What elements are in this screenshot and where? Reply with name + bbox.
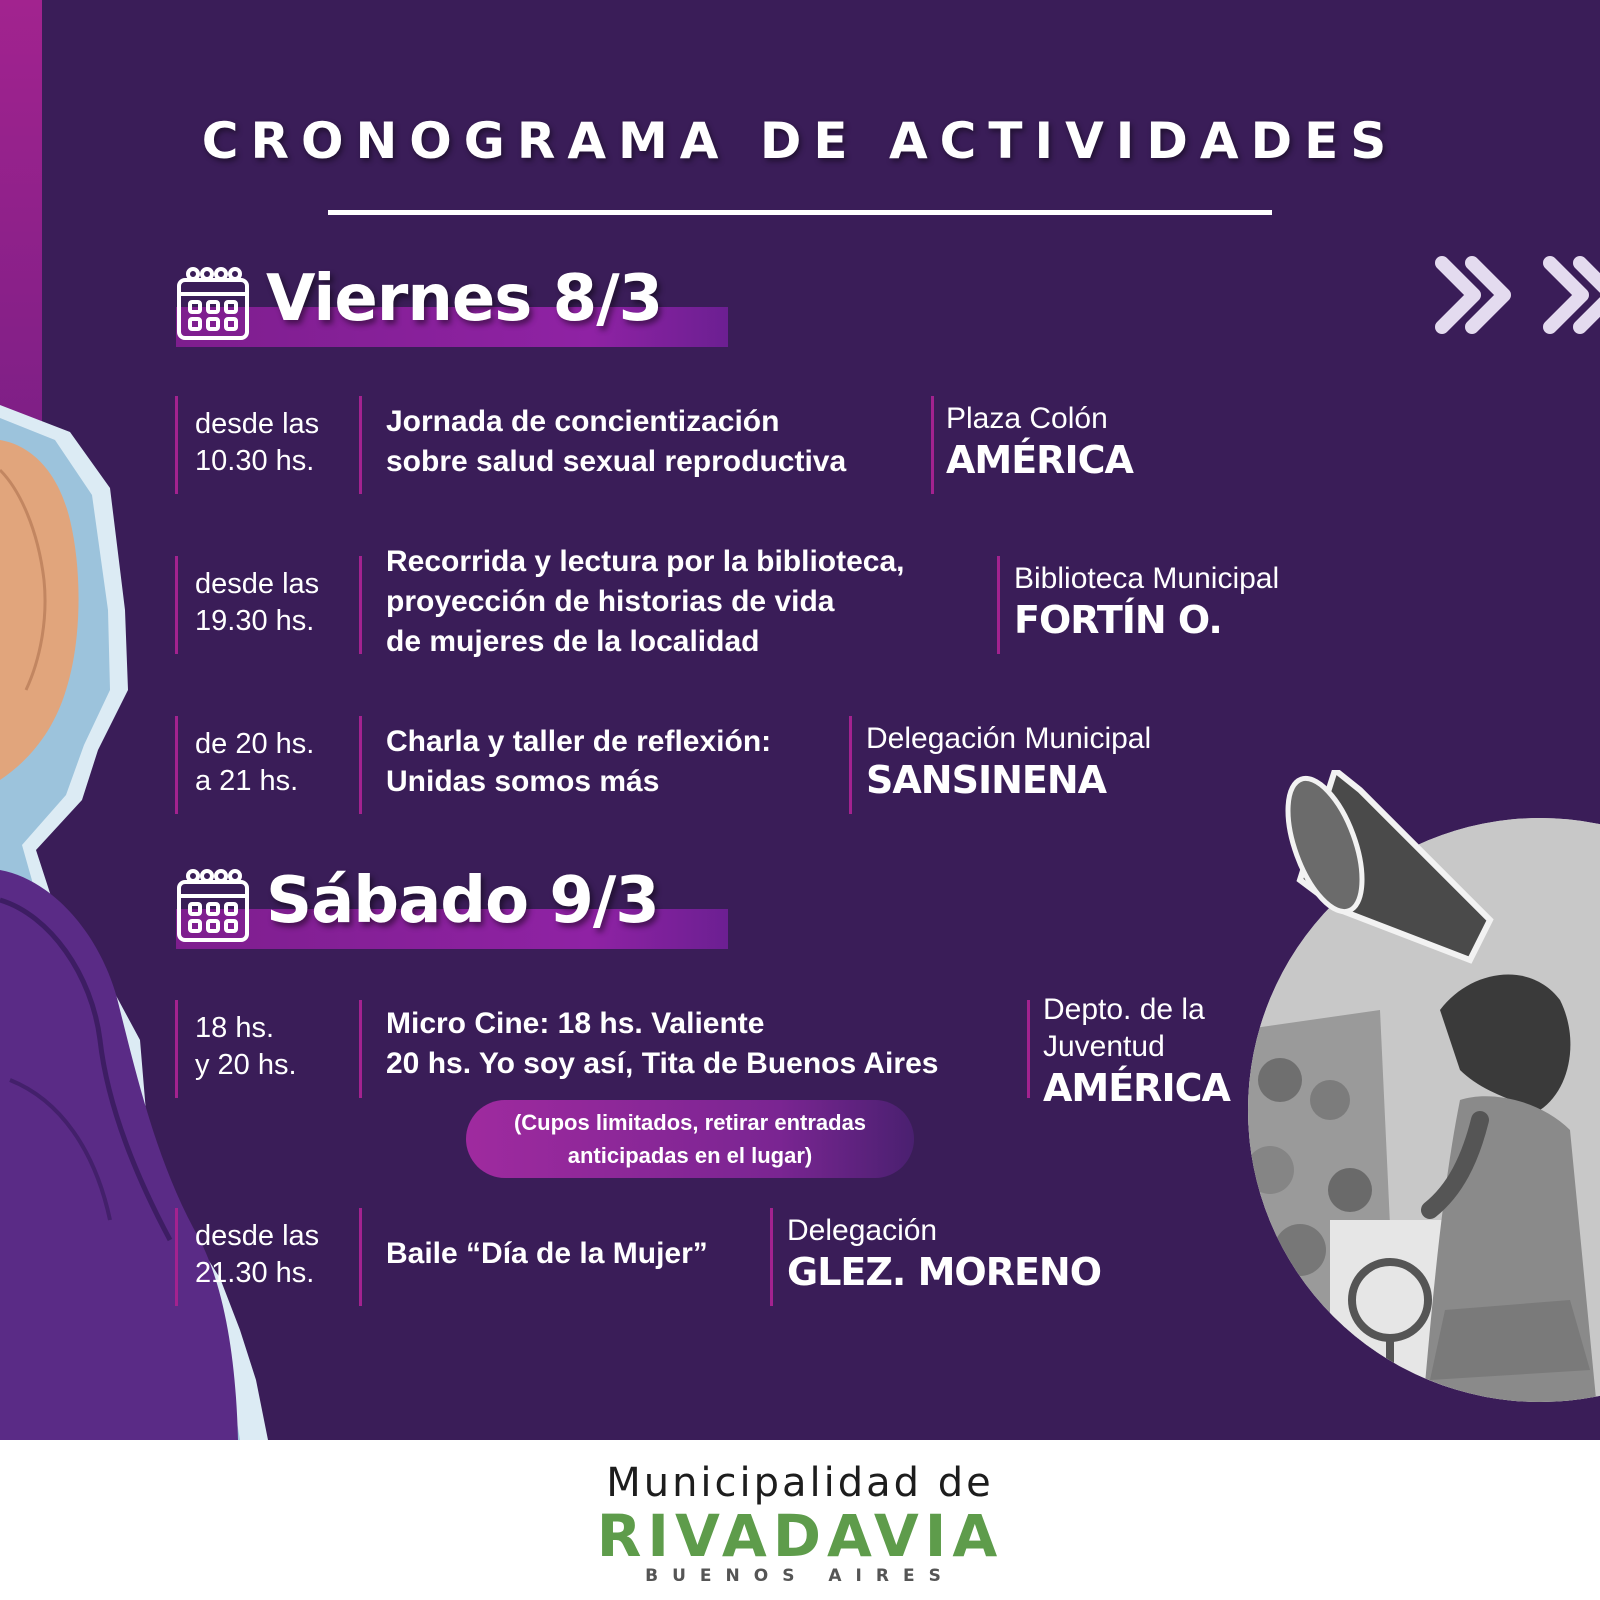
event-place [1014,560,1279,643]
separator [359,1000,362,1098]
note-line: (Cupos limitados, retirar entradas [513,1110,867,1135]
event-activity [386,1004,938,1084]
note-line: anticipadas en el lugar) [567,1143,813,1168]
separator [175,1000,178,1098]
time-line: 10.30 hs. [195,445,315,477]
title-underline [328,210,1272,215]
event-activity [386,1234,708,1274]
time-line: desde las [195,408,320,440]
place-name: Plaza Colón [946,402,1108,435]
event-activity [386,722,771,802]
logo-line-2: RIVADAVIA [596,1502,1004,1570]
separator [175,556,178,654]
town-name: SANSINENA [866,758,1107,802]
event-activity [386,402,846,482]
separator [175,396,178,494]
municipality-logo [0,1440,1600,1600]
activity-line: Unidas somos más [386,765,660,798]
event-activity [386,542,905,662]
separator [359,396,362,494]
calendar-icon [176,868,250,944]
activity-line: 20 hs. Yo soy así, Tita de Buenos Aires [386,1047,939,1080]
town-name: AMÉRICA [1043,1066,1230,1110]
logo-line-3: BUENOS AIRES [645,1566,955,1586]
event-time [195,1218,319,1292]
time-line: desde las [195,1220,320,1252]
town-name: GLEZ. MORENO [787,1250,1102,1294]
place-name: Delegación Municipal [866,722,1152,755]
day-header-viernes [176,262,736,348]
activity-line: Baile “Día de la Mujer” [386,1237,708,1270]
time-line: a 21 hs. [195,765,299,797]
activity-line: Recorrida y lectura por la biblioteca, [386,545,905,578]
calendar-icon [176,266,250,342]
activity-line: Charla y taller de reflexión: [386,725,772,758]
separator [175,716,178,814]
separator [359,1208,362,1306]
time-line: 18 hs. [195,1012,274,1044]
separator [1027,1000,1030,1098]
time-line: desde las [195,568,320,600]
activity-line: Micro Cine: 18 hs. Valiente [386,1007,765,1040]
event-place [866,720,1151,803]
separator [931,396,934,494]
megaphone-woman-photo [1240,770,1600,1440]
separator [849,716,852,814]
chevrons-decoration [1430,225,1600,375]
note-pill [466,1100,914,1178]
separator [359,556,362,654]
event-place [787,1212,1101,1295]
day-label: Sábado 9/3 [266,864,659,938]
page-title: CRONOGRAMA DE ACTIVIDADES [201,112,1399,170]
town-name: AMÉRICA [946,438,1133,482]
event-time [195,406,319,480]
place-name: Delegación [787,1214,938,1247]
activity-line: proyección de historias de vida [386,585,835,618]
separator [770,1208,773,1306]
separator [359,716,362,814]
day-header-sabado [176,864,736,950]
place-name: Juventud [1043,1030,1165,1063]
activity-line: Jornada de concientización [386,405,780,438]
event-time [195,726,314,800]
town-name: FORTÍN O. [1014,598,1222,642]
time-line: 21.30 hs. [195,1257,315,1289]
time-line: de 20 hs. [195,728,315,760]
event-time [195,566,319,640]
event-place [946,400,1133,483]
event-place [1043,991,1230,1111]
event-time [195,1010,297,1084]
activity-line: sobre salud sexual reproductiva [386,445,847,478]
separator [997,556,1000,654]
place-name: Biblioteca Municipal [1014,562,1280,595]
separator [175,1208,178,1306]
activity-line: de mujeres de la localidad [386,625,760,658]
day-label: Viernes 8/3 [266,262,663,336]
place-name: Depto. de la [1043,993,1205,1026]
logo-line-1: Municipalidad de [606,1460,994,1506]
time-line: 19.30 hs. [195,605,315,637]
time-line: y 20 hs. [195,1049,297,1081]
